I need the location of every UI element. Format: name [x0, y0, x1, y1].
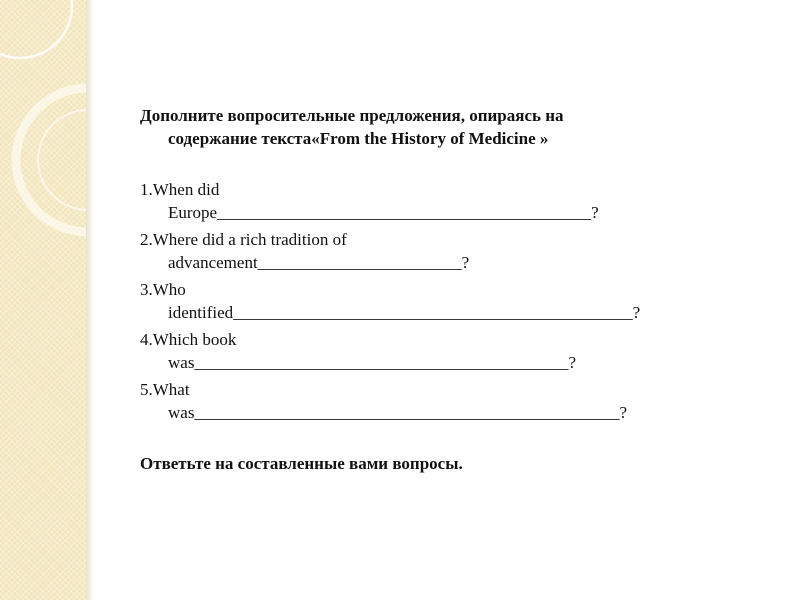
question-start: 1.When did: [140, 180, 220, 199]
question-item: [140, 228, 770, 274]
question-blank-line: was____________________________________________?: [168, 353, 576, 372]
deco-circle-middle: [16, 88, 86, 232]
question-start: 4.Which book: [140, 330, 237, 349]
question-list: [140, 178, 770, 424]
question-item: [140, 328, 770, 374]
deco-circle-inner: [38, 110, 86, 210]
side-decorative-panel: [0, 0, 86, 600]
question-start: 3.Who: [140, 280, 186, 299]
question-item: [140, 378, 770, 424]
question-blank-line: advancement________________________?: [168, 253, 470, 272]
closing-instruction: Ответьте на составленные вами вопросы.: [140, 454, 463, 473]
side-panel-shadow: [86, 0, 94, 600]
slide-content: [140, 104, 770, 475]
instruction-line-1: Дополните вопросительные предложения, опираясь на: [140, 106, 564, 125]
question-blank-line: was__________________________________________________?: [168, 403, 627, 422]
decorative-circles: [0, 0, 86, 600]
question-item: [140, 278, 770, 324]
question-start: 5.What: [140, 380, 190, 399]
question-item: [140, 178, 770, 224]
instruction-text: [140, 104, 770, 150]
instruction-line-2: содержание текста«From the History of Medicine »: [168, 129, 549, 148]
question-start: 2.Where did a rich tradition of: [140, 230, 347, 249]
deco-circle-top: [0, 0, 72, 58]
question-blank-line: identified_______________________________________________?: [168, 303, 641, 322]
question-blank-line: Europe____________________________________________?: [168, 203, 599, 222]
